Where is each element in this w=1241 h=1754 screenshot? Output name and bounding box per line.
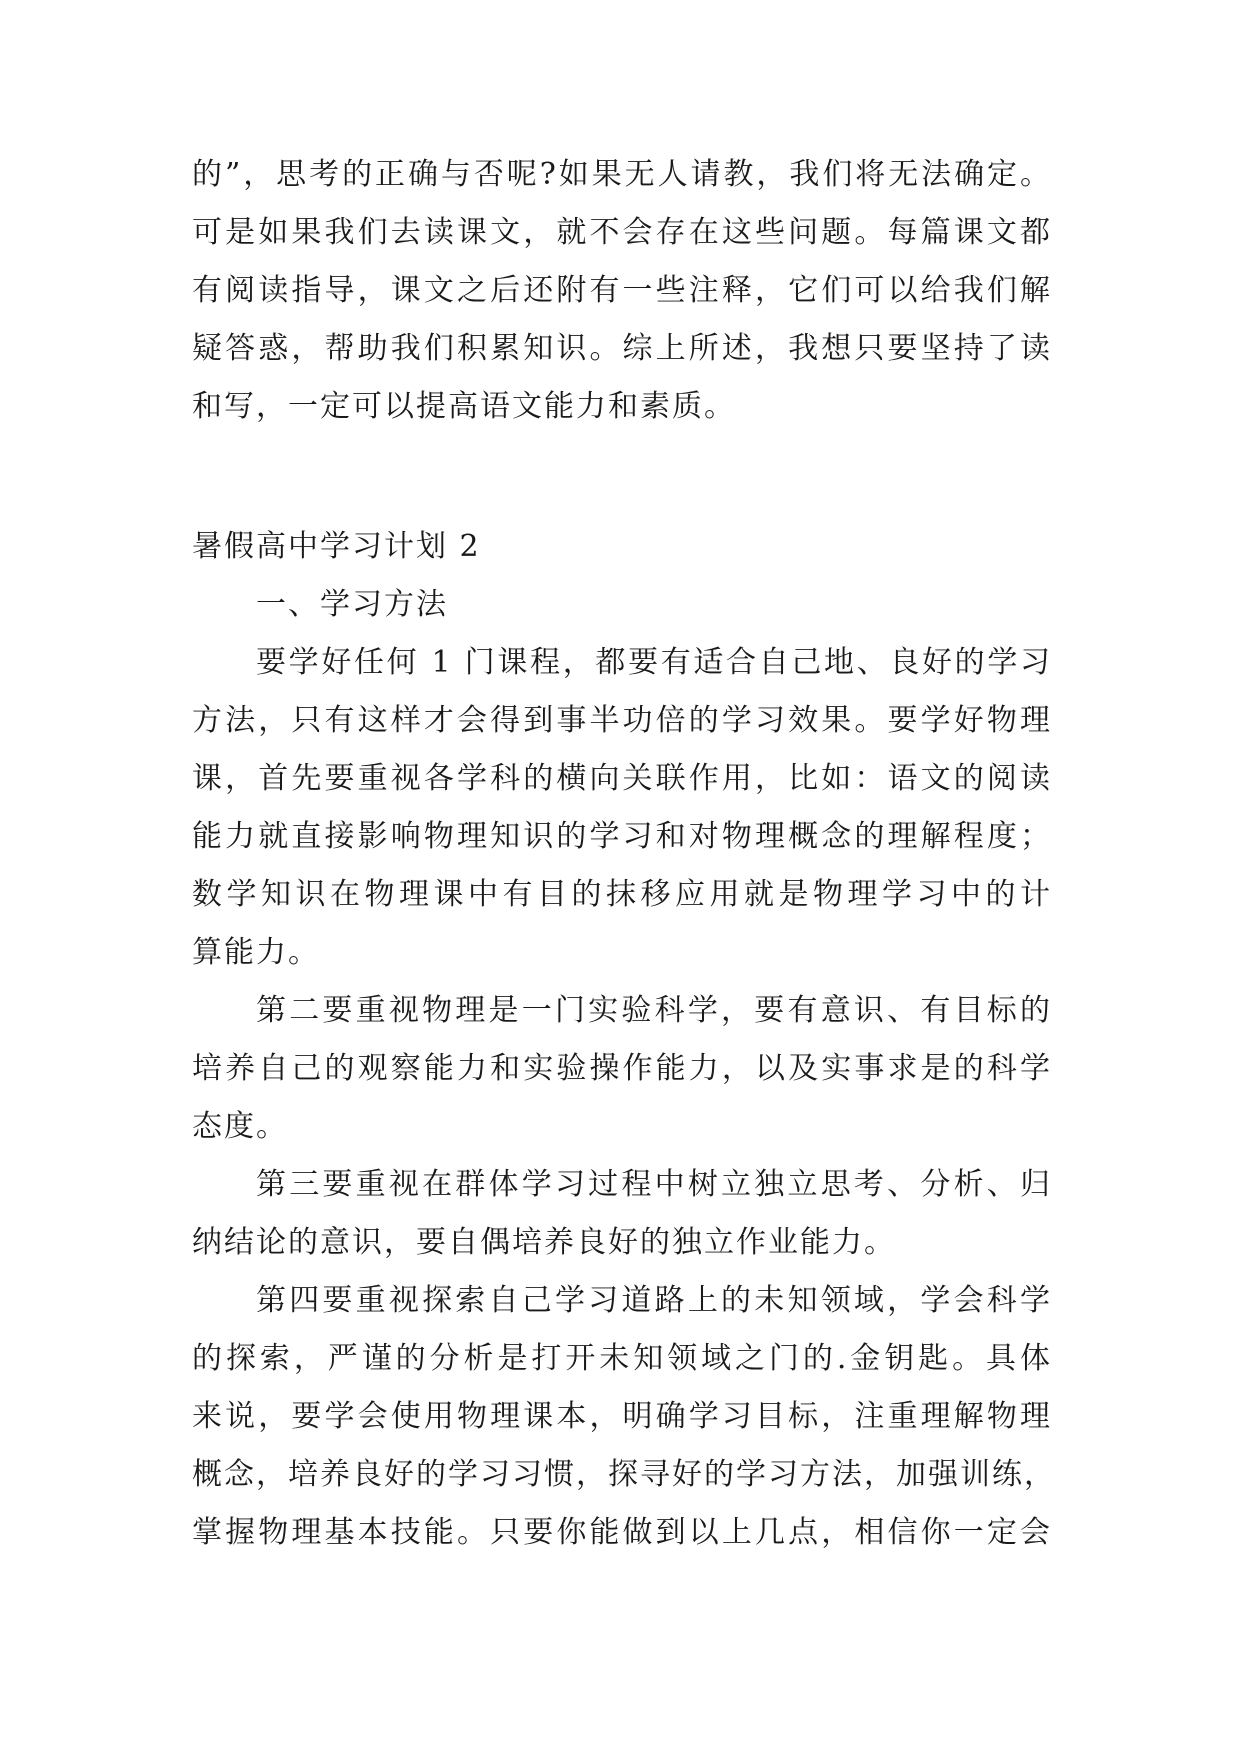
text-line: 的”，思考的正确与否呢?如果无人请教，我们将无法确定。 bbox=[192, 157, 1052, 192]
text-line: 数学知识在物理课中有目的抹移应用就是物理学习中的计 bbox=[192, 877, 1052, 912]
text-line: 掌握物理基本技能。只要你能做到以上几点，相信你一定会 bbox=[192, 1515, 1052, 1550]
section-spacer bbox=[192, 445, 1052, 527]
text-line: 课，首先要重视各学科的横向关联作用，比如：语文的阅读 bbox=[192, 761, 1052, 796]
text-line: 第四要重视探索自己学习道路上的未知领域，学会科学 bbox=[256, 1283, 1052, 1318]
subsection-title: 一、学习方法 bbox=[256, 587, 448, 622]
text-line: 有阅读指导，课文之后还附有一些注释，它们可以给我们解 bbox=[192, 273, 1052, 308]
text-line: 疑答惑，帮助我们积累知识。综上所述，我想只要坚持了读 bbox=[192, 331, 1052, 366]
text-line: 培养自己的观察能力和实验操作能力，以及实事求是的科学 bbox=[192, 1051, 1052, 1086]
text-line: 概念，培养良好的学习习惯，探寻好的学习方法，加强训练， bbox=[192, 1457, 1056, 1492]
text-line: 的探索，严谨的分析是打开未知领域之门的.金钥匙。具体 bbox=[192, 1341, 1052, 1376]
paragraph-second bbox=[192, 991, 1052, 1165]
text-line: 和写，一定可以提高语文能力和素质。 bbox=[192, 389, 736, 424]
text-line: 态度。 bbox=[192, 1109, 288, 1144]
text-line: 算能力。 bbox=[192, 935, 320, 970]
text-line: 第三要重视在群体学习过程中树立独立思考、分析、归 bbox=[256, 1167, 1052, 1202]
text-line: 第二要重视物理是一门实验科学，要有意识、有目标的 bbox=[256, 993, 1052, 1028]
text-line: 能力就直接影响物理知识的学习和对物理概念的理解程度； bbox=[192, 819, 1052, 854]
document-page bbox=[192, 155, 1056, 1571]
paragraph-third bbox=[192, 1165, 1052, 1281]
text-line: 来说，要学会使用物理课本，明确学习目标，注重理解物理 bbox=[192, 1399, 1052, 1434]
paragraph-fourth bbox=[192, 1281, 1056, 1571]
section-title: 暑假高中学习计划 2 bbox=[192, 529, 481, 564]
text-line: 要学好任何 1 门课程，都要有适合自己地、良好的学习 bbox=[256, 645, 1052, 680]
intro-paragraph bbox=[192, 155, 1052, 445]
text-line: 纳结论的意识，要自偶培养良好的独立作业能力。 bbox=[192, 1225, 896, 1260]
paragraph-method bbox=[192, 643, 1052, 991]
text-line: 可是如果我们去读课文，就不会存在这些问题。每篇课文都 bbox=[192, 215, 1052, 250]
text-line: 方法，只有这样才会得到事半功倍的学习效果。要学好物理 bbox=[192, 703, 1052, 738]
